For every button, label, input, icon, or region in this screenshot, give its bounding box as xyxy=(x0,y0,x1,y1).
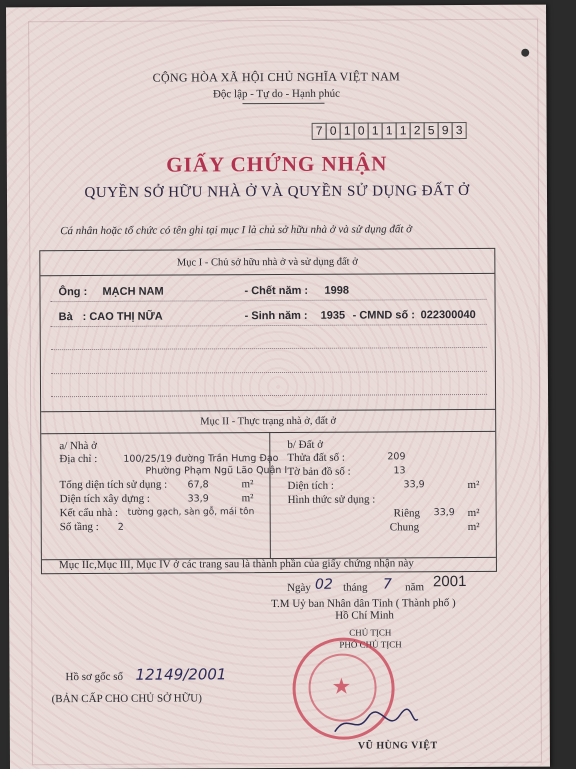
land-area-unit: m² xyxy=(467,478,480,492)
national-motto: Độc lập - Tự do - Hạnh phúc xyxy=(212,87,341,101)
owner2-id-label: - CMND số : xyxy=(352,309,415,322)
serial-digit: 5 xyxy=(424,122,439,139)
owner1-label: Ông : xyxy=(58,285,88,299)
footer-note: Mục IIc,Mục III, Mục IV ở các trang sau là thành phần của giấy chứng nhận này xyxy=(58,557,414,572)
column-divider xyxy=(269,432,271,558)
usable-area-unit: m² xyxy=(241,478,254,491)
dotted-line xyxy=(51,324,487,327)
plot-value: 209 xyxy=(387,451,406,463)
serial-digit: 1 xyxy=(340,123,355,140)
serial-digit: 2 xyxy=(410,122,425,139)
serial-digit: 7 xyxy=(312,123,327,140)
land-label: b/ Đất ở xyxy=(287,438,324,451)
dotted-line xyxy=(51,299,487,302)
owner2-born-year: 1935 xyxy=(320,309,346,322)
authority-line1: T.M Uỷ ban Nhân dân Tỉnh ( Thành phố ) xyxy=(271,597,456,611)
shared-label: Chung xyxy=(389,521,420,534)
map-label: Tờ bản đồ số : xyxy=(287,465,351,478)
dotted-line xyxy=(51,371,487,374)
punch-hole xyxy=(521,49,529,57)
dotted-line xyxy=(51,347,487,350)
date-year: 2001 xyxy=(432,573,467,591)
owner2-id-number: 022300040 xyxy=(420,308,476,322)
serial-digit: 1 xyxy=(382,122,397,139)
built-area-label: Diện tích xây dựng : xyxy=(59,492,150,506)
address-label: Địa chỉ : xyxy=(59,452,98,466)
authority-role1: CHỦ TỊCH xyxy=(349,627,392,638)
date-day: 02 xyxy=(314,576,333,593)
map-value: 13 xyxy=(393,465,406,477)
house-label: a/ Nhà ở xyxy=(59,439,97,453)
signature xyxy=(330,705,420,739)
document-title: GIẤY CHỨNG NHẬN xyxy=(166,151,388,177)
intro-text: Cá nhân hoặc tổ chức có tên ghi tại mục I là chủ sở hữu nhà ở và sử dụng đất ở xyxy=(60,223,413,238)
shared-unit: m² xyxy=(467,520,480,534)
owner1-death-label: - Chết năm : xyxy=(244,284,309,298)
serial-digit: 1 xyxy=(368,122,383,139)
serial-digit: 0 xyxy=(354,123,369,140)
file-number: 12149/2001 xyxy=(135,665,227,684)
owner1-death-year: 1998 xyxy=(324,284,350,297)
plot-label: Thửa đất số : xyxy=(287,451,345,464)
date-month: 7 xyxy=(382,576,392,593)
usable-area-value: 67,8 xyxy=(187,479,209,491)
dotted-line xyxy=(51,394,487,397)
section1-heading: Mục I - Chủ sở hữu nhà ở và sử dụng đất ở xyxy=(176,256,358,269)
structure-value: tường gạch, sàn gỗ, mái tôn xyxy=(127,507,255,518)
details-table xyxy=(39,248,497,574)
usage-label: Hình thức sử dụng : xyxy=(287,493,376,506)
private-value: 33,9 xyxy=(433,507,455,519)
country-name: CỘNG HÒA XÃ HỘI CHỦ NGHĨA VIỆT NAM xyxy=(152,69,401,85)
built-area-unit: m² xyxy=(241,492,254,505)
floors-value: 2 xyxy=(117,521,124,533)
address-line2: Phường Phạm Ngũ Lão Quận I xyxy=(145,464,288,477)
usable-area-label: Tổng diện tích sử dụng : xyxy=(59,478,168,492)
serial-digit: 9 xyxy=(438,122,453,139)
serial-number xyxy=(313,122,467,140)
authority-role2: PHÓ CHỦ TỊCH xyxy=(339,639,402,650)
private-label: Riêng xyxy=(393,507,420,520)
serial-digit: 3 xyxy=(452,122,467,139)
built-area-value: 33,9 xyxy=(187,493,209,505)
address-line1: 100/25/19 đường Trần Hưng Đạo xyxy=(123,452,279,465)
structure-label: Kết cấu nhà : xyxy=(59,506,119,520)
serial-digit: 1 xyxy=(396,122,411,139)
date-year-label: năm xyxy=(405,581,425,594)
private-unit: m² xyxy=(467,506,480,520)
row-divider xyxy=(40,273,494,276)
file-number-label: Hồ sơ gốc số xyxy=(65,670,124,684)
copy-note: (BẢN CẤP CHO CHỦ SỞ HỮU) xyxy=(51,692,202,706)
owner2-label: Bà xyxy=(58,311,73,324)
owner2-born-label: - Sinh năm : xyxy=(244,309,308,323)
date-month-label: tháng xyxy=(343,581,368,594)
floors-label: Số tầng : xyxy=(59,520,99,534)
row-divider xyxy=(41,409,495,412)
owner1-name: MẠCH NAM xyxy=(102,285,164,298)
authority-line2: Hồ Chí Minh xyxy=(335,609,394,622)
land-area-label: Diện tích : xyxy=(287,479,334,492)
signer-name: VŨ HÙNG VIỆT xyxy=(357,740,438,752)
owner2-name: : CAO THỊ NỮA xyxy=(82,310,163,324)
land-area-value: 33,9 xyxy=(403,479,425,491)
document-subtitle: QUYỀN SỞ HỮU NHÀ Ở VÀ QUYỀN SỬ DỤNG ĐẤT Ở xyxy=(84,182,470,202)
serial-digit: 0 xyxy=(326,123,341,140)
certificate-page xyxy=(6,5,550,769)
seal-star-icon: ★ xyxy=(331,673,352,699)
date-prefix: Ngày xyxy=(287,581,311,594)
section2-heading: Mục II - Thực trạng nhà ở, đất ở xyxy=(200,415,337,428)
